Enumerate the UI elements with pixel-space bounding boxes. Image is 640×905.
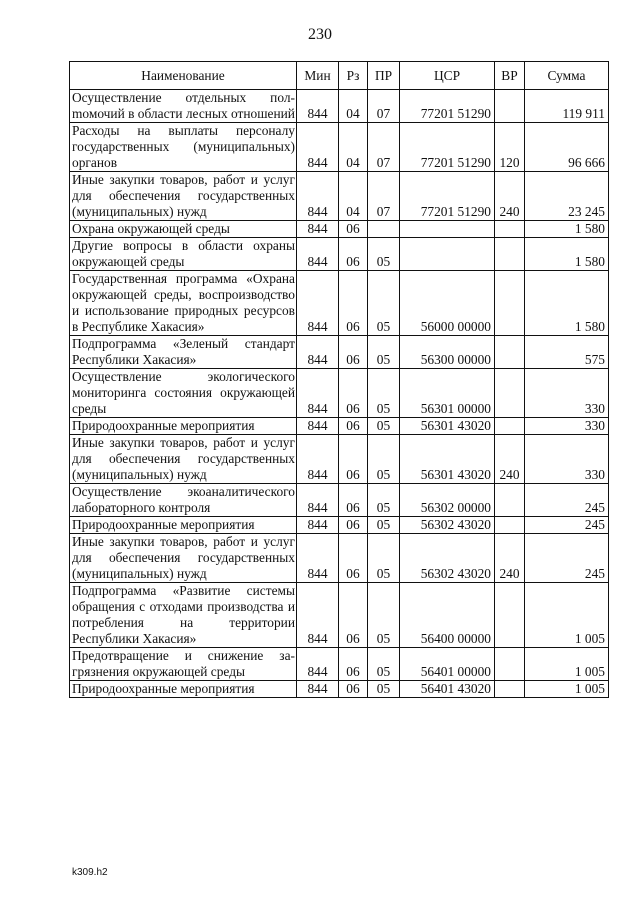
header-vr: ВР [495, 62, 525, 90]
header-name: Наименование [70, 62, 297, 90]
cell-vr [495, 221, 525, 238]
cell-min: 844 [297, 435, 339, 484]
cell-sum: 245 [525, 484, 609, 517]
cell-name: Иные закупки товаров, работ и услуг для обеспечения государственных (муниципальных) нужд [70, 435, 297, 484]
table-row [70, 648, 609, 681]
table-row [70, 681, 609, 698]
cell-sum: 1 580 [525, 238, 609, 271]
cell-pr: 05 [368, 336, 400, 369]
cell-min: 844 [297, 123, 339, 172]
cell-pr: 05 [368, 484, 400, 517]
cell-rz: 06 [339, 435, 368, 484]
cell-csr: 56400 00000 [400, 583, 495, 648]
cell-min: 844 [297, 534, 339, 583]
cell-rz: 04 [339, 90, 368, 123]
cell-vr [495, 418, 525, 435]
cell-name: Природоохранные мероприятия [70, 681, 297, 698]
table-row [70, 369, 609, 418]
cell-csr: 56401 43020 [400, 681, 495, 698]
cell-sum: 1 580 [525, 271, 609, 336]
table-row [70, 238, 609, 271]
table-header [70, 62, 609, 90]
cell-pr: 05 [368, 435, 400, 484]
cell-csr: 77201 51290 [400, 172, 495, 221]
cell-csr: 56300 00000 [400, 336, 495, 369]
table-row [70, 418, 609, 435]
cell-sum: 575 [525, 336, 609, 369]
cell-csr [400, 221, 495, 238]
cell-rz: 04 [339, 123, 368, 172]
cell-vr [495, 648, 525, 681]
cell-pr: 05 [368, 238, 400, 271]
table-row [70, 484, 609, 517]
cell-rz: 06 [339, 681, 368, 698]
cell-pr [368, 221, 400, 238]
cell-pr: 05 [368, 369, 400, 418]
cell-vr [495, 369, 525, 418]
cell-min: 844 [297, 172, 339, 221]
cell-name: Подпрограмма «Зеленый стандарт Республики Хакасия» [70, 336, 297, 369]
cell-pr: 07 [368, 90, 400, 123]
cell-name: Иные закупки товаров, работ и услуг для обеспечения государственных (муниципальных) нужд [70, 172, 297, 221]
cell-sum: 330 [525, 435, 609, 484]
cell-pr: 05 [368, 418, 400, 435]
cell-pr: 07 [368, 123, 400, 172]
cell-name: Природоохранные мероприятия [70, 418, 297, 435]
cell-min: 844 [297, 336, 339, 369]
header-sum: Сумма [525, 62, 609, 90]
table-body [70, 90, 609, 698]
cell-name: Иные закупки товаров, работ и услуг для обеспечения государственных (муниципальных) нужд [70, 534, 297, 583]
header-rz: Рз [339, 62, 368, 90]
cell-sum: 96 666 [525, 123, 609, 172]
cell-min: 844 [297, 369, 339, 418]
cell-min: 844 [297, 484, 339, 517]
cell-min: 844 [297, 583, 339, 648]
cell-min: 844 [297, 90, 339, 123]
cell-sum: 245 [525, 534, 609, 583]
table-row [70, 123, 609, 172]
cell-rz: 06 [339, 369, 368, 418]
cell-rz: 04 [339, 172, 368, 221]
cell-csr: 56301 43020 [400, 418, 495, 435]
cell-sum: 330 [525, 369, 609, 418]
cell-min: 844 [297, 271, 339, 336]
cell-sum: 245 [525, 517, 609, 534]
cell-min: 844 [297, 238, 339, 271]
cell-pr: 05 [368, 271, 400, 336]
cell-rz: 06 [339, 648, 368, 681]
cell-name: Подпрограмма «Развитие системы обращения с отходами производства и потребления на территории Республики Хакасия» [70, 583, 297, 648]
cell-rz: 06 [339, 583, 368, 648]
cell-name: Расходы на выплаты персоналу государственных (муниципальных) органов [70, 123, 297, 172]
cell-pr: 07 [368, 172, 400, 221]
page-number: 230 [308, 26, 332, 43]
cell-vr [495, 517, 525, 534]
cell-rz: 06 [339, 238, 368, 271]
header-csr: ЦСР [400, 62, 495, 90]
cell-vr [495, 484, 525, 517]
cell-sum: 1 580 [525, 221, 609, 238]
cell-vr: 240 [495, 534, 525, 583]
header-min: Мин [297, 62, 339, 90]
cell-csr: 56301 00000 [400, 369, 495, 418]
cell-vr [495, 90, 525, 123]
cell-csr: 56302 00000 [400, 484, 495, 517]
cell-sum: 1 005 [525, 648, 609, 681]
cell-vr: 240 [495, 172, 525, 221]
cell-rz: 06 [339, 517, 368, 534]
cell-rz: 06 [339, 221, 368, 238]
cell-sum: 23 245 [525, 172, 609, 221]
cell-pr: 05 [368, 534, 400, 583]
cell-name: Природоохранные мероприятия [70, 517, 297, 534]
cell-min: 844 [297, 221, 339, 238]
cell-csr [400, 238, 495, 271]
cell-name: Другие вопросы в области охраны окружающей среды [70, 238, 297, 271]
table-row [70, 534, 609, 583]
table-row [70, 336, 609, 369]
cell-min: 844 [297, 648, 339, 681]
cell-name: Государственная программа «Охрана окружающей среды, воспроизводство и использование природных ресурсов в Республике Хакасия» [70, 271, 297, 336]
cell-vr: 120 [495, 123, 525, 172]
table-row [70, 271, 609, 336]
table-row [70, 221, 609, 238]
cell-pr: 05 [368, 648, 400, 681]
cell-name: Осуществление экологического мониторинга состояния окружающей среды [70, 369, 297, 418]
cell-vr [495, 336, 525, 369]
cell-sum: 1 005 [525, 583, 609, 648]
cell-sum: 330 [525, 418, 609, 435]
cell-csr: 56401 00000 [400, 648, 495, 681]
cell-csr: 56302 43020 [400, 534, 495, 583]
cell-pr: 05 [368, 681, 400, 698]
cell-csr: 56000 00000 [400, 271, 495, 336]
header-pr: ПР [368, 62, 400, 90]
cell-rz: 06 [339, 534, 368, 583]
cell-rz: 06 [339, 336, 368, 369]
header-row [70, 62, 609, 90]
cell-min: 844 [297, 681, 339, 698]
cell-pr: 05 [368, 583, 400, 648]
cell-vr [495, 681, 525, 698]
table-row [70, 172, 609, 221]
cell-vr [495, 238, 525, 271]
cell-csr: 56301 43020 [400, 435, 495, 484]
cell-name: Осуществление экоаналитического лабораторного контроля [70, 484, 297, 517]
cell-min: 844 [297, 517, 339, 534]
cell-name: Осуществление отдельных полmомочий в области лесных отношений [70, 90, 297, 123]
cell-sum: 1 005 [525, 681, 609, 698]
cell-rz: 06 [339, 484, 368, 517]
cell-vr [495, 271, 525, 336]
table-row [70, 583, 609, 648]
cell-sum: 119 911 [525, 90, 609, 123]
cell-rz: 06 [339, 418, 368, 435]
cell-vr [495, 583, 525, 648]
table-row [70, 435, 609, 484]
cell-name: Охрана окружающей среды [70, 221, 297, 238]
cell-csr: 77201 51290 [400, 123, 495, 172]
cell-csr: 77201 51290 [400, 90, 495, 123]
footer-code: k309.h2 [72, 867, 108, 878]
cell-pr: 05 [368, 517, 400, 534]
cell-min: 844 [297, 418, 339, 435]
cell-rz: 06 [339, 271, 368, 336]
table-row [70, 90, 609, 123]
cell-vr: 240 [495, 435, 525, 484]
cell-name: Предотвращение и снижение загрязнения окружающей среды [70, 648, 297, 681]
cell-csr: 56302 43020 [400, 517, 495, 534]
table-row [70, 517, 609, 534]
budget-table [69, 61, 609, 698]
